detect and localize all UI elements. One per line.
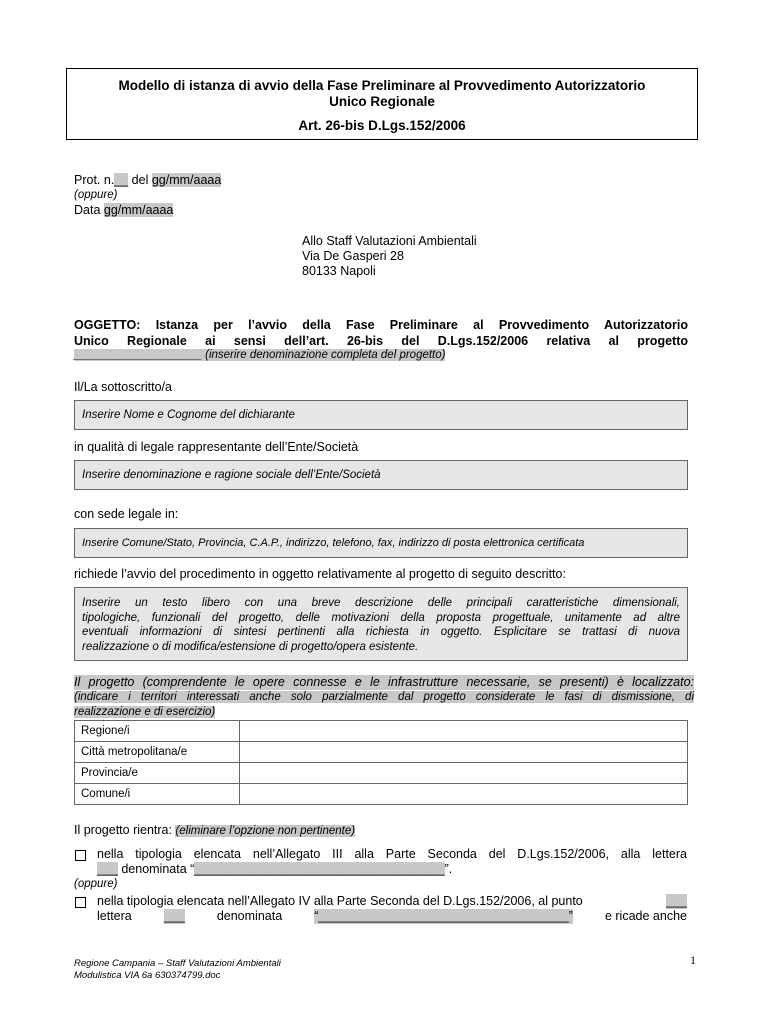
- qualita-label: in qualità di legale rappresentante dell’Ente/Società: [74, 440, 359, 454]
- sede-legale-field[interactable]: Inserire Comune/Stato, Provincia, C.A.P., indirizzo, telefono, fax, indirizzo di posta elettronica certificata: [74, 528, 688, 558]
- option-2-line-2: [97, 909, 687, 924]
- option-1-text: [97, 847, 687, 877]
- dichiarante-name-field[interactable]: Inserire Nome e Cognome del dichiarante: [74, 400, 688, 430]
- prot-number-field[interactable]: __: [114, 173, 129, 187]
- title-line-1: Modello di istanza di avvio della Fase Preliminare al Provvedimento Autorizzatorio: [118, 78, 646, 93]
- checkbox-icon: [75, 897, 86, 908]
- location-line-1: Il progetto (comprendente le opere connesse e le infrastrutture necessarie, se presenti) è localizzato:: [74, 675, 694, 689]
- project-name-field[interactable]: ____________________: [74, 349, 202, 361]
- recipient-line-1: Allo Staff Valutazioni Ambientali: [302, 234, 477, 248]
- ente-name-field[interactable]: Inserire denominazione e ragione sociale dell’Ente/Società: [74, 460, 688, 490]
- option-2-line-1: [97, 894, 687, 909]
- project-name-hint: (inserire denominazione completa del progetto): [201, 349, 446, 361]
- location-label-citta: Città metropolitana/e: [75, 742, 240, 763]
- document-title-box: [66, 68, 698, 140]
- option-1-denominata: denominata “: [117, 862, 195, 876]
- subject-project-line: [74, 349, 445, 361]
- richiede-label: richiede l’avvio del procedimento in oggetto relativamente al progetto di seguito descritto:: [74, 567, 566, 581]
- subject-line-2: Unico Regionale ai sensi dell’art. 26-bis del D.Lgs.152/2006 relativa al progetto: [74, 333, 688, 348]
- recipient-line-3: 80133 Napoli: [302, 264, 376, 278]
- subject-line-1: OGGETTO: Istanza per l’avvio della Fase Preliminare al Provvedimento Autorizzatorio: [74, 318, 688, 332]
- descr-line-4: realizzazione o di modifica/estensione di progetto/opera esistente.: [82, 640, 419, 653]
- option-2-line-1-text: nella tipologia elencata nell’Allegato IV alla Parte Seconda del D.Lgs.152/2006, al punto: [97, 894, 583, 908]
- option-2-punto-field[interactable]: ___: [666, 894, 687, 908]
- rientra-hint: (eliminare l’opzione non pertinente): [175, 825, 356, 837]
- descr-line-1: Inserire un testo libero con una breve descrizione delle principali caratteristiche dimensionali,: [82, 597, 680, 609]
- table-row: [75, 784, 688, 805]
- option-2-checkbox[interactable]: [75, 897, 86, 911]
- location-label-regione: Regione/i: [75, 721, 240, 742]
- location-intro: [74, 675, 694, 720]
- rientra-label: Il progetto rientra:: [74, 823, 176, 837]
- page-number: 1: [690, 953, 696, 967]
- option-1-end: ”.: [444, 862, 453, 876]
- location-input-citta[interactable]: [240, 742, 688, 763]
- recipient-line-2: Via De Gasperi 28: [302, 249, 404, 263]
- prot-label: Prot. n.: [74, 173, 115, 187]
- location-label-provincia: Provincia/e: [75, 763, 240, 784]
- data-line: [74, 203, 173, 218]
- option-2-name-field[interactable]: “____________________________________”: [314, 909, 573, 923]
- location-input-comune[interactable]: [240, 784, 688, 805]
- recipient-address: [302, 234, 477, 279]
- footer-line-2: Modulistica VIA 6a 630374799.doc: [74, 970, 221, 981]
- sottoscritto-label: Il/La sottoscritto/a: [74, 380, 172, 394]
- option-1-lettera-field[interactable]: ___: [97, 862, 118, 876]
- oppure-label-2: (oppure): [74, 878, 118, 890]
- option-2-end: e ricade anche: [604, 909, 687, 923]
- footer: [74, 958, 281, 982]
- option-1-name-field[interactable]: ____________________________________: [194, 862, 445, 876]
- data-label: Data: [74, 203, 104, 217]
- prot-date-field[interactable]: gg/mm/aaaa: [151, 173, 222, 187]
- data-date-field[interactable]: gg/mm/aaaa: [103, 203, 174, 217]
- checkbox-icon: [75, 850, 86, 861]
- project-description-field[interactable]: [74, 587, 688, 661]
- footer-line-1: Regione Campania – Staff Valutazioni Ambientali: [74, 958, 281, 969]
- option-1-line-1: nella tipologia elencata nell’Allegato III alla Parte Seconda del D.Lgs.152/2006, alla lettera: [97, 847, 687, 861]
- location-line-2-text: (indicare i territori interessati anche solo parzialmente dal progetto considerate le fasi di dismissione, di: [74, 691, 694, 703]
- option-1-checkbox[interactable]: [75, 850, 86, 864]
- descr-line-3: eventuali informazioni di sintesi pertinenti alla richiesta in oggetto. Esplicitare se trattasi di nuova: [82, 626, 680, 638]
- option-2-lettera-label: lettera: [97, 909, 132, 923]
- protocol-line: [74, 173, 221, 188]
- subject-block: [74, 318, 688, 349]
- location-table: [74, 720, 688, 805]
- location-label-comune: Comune/i: [75, 784, 240, 805]
- rientra-line: [74, 823, 355, 839]
- location-line-2: [74, 690, 694, 705]
- table-row: [75, 721, 688, 742]
- del-label: del: [128, 173, 152, 187]
- title-line-2: Unico Regionale: [329, 94, 435, 109]
- sede-label: con sede legale in:: [74, 507, 179, 521]
- location-line-3-text: realizzazione e di esercizio): [74, 706, 216, 718]
- table-row: [75, 742, 688, 763]
- option-2-text: [97, 894, 687, 924]
- location-line-3: [74, 705, 694, 720]
- option-1-line-2: [97, 862, 687, 877]
- table-row: [75, 763, 688, 784]
- location-input-provincia[interactable]: [240, 763, 688, 784]
- location-input-regione[interactable]: [240, 721, 688, 742]
- option-2-denominata-label: denominata: [216, 909, 283, 923]
- oppure-label: (oppure): [74, 189, 118, 201]
- title-line-3: Art. 26-bis D.Lgs.152/2006: [298, 118, 466, 133]
- option-2-lettera-field[interactable]: ___: [163, 909, 185, 923]
- descr-line-2: tipologiche, funzionali del progetto, delle motivazioni della proposta progettuale, unitamente ad altre: [82, 611, 680, 624]
